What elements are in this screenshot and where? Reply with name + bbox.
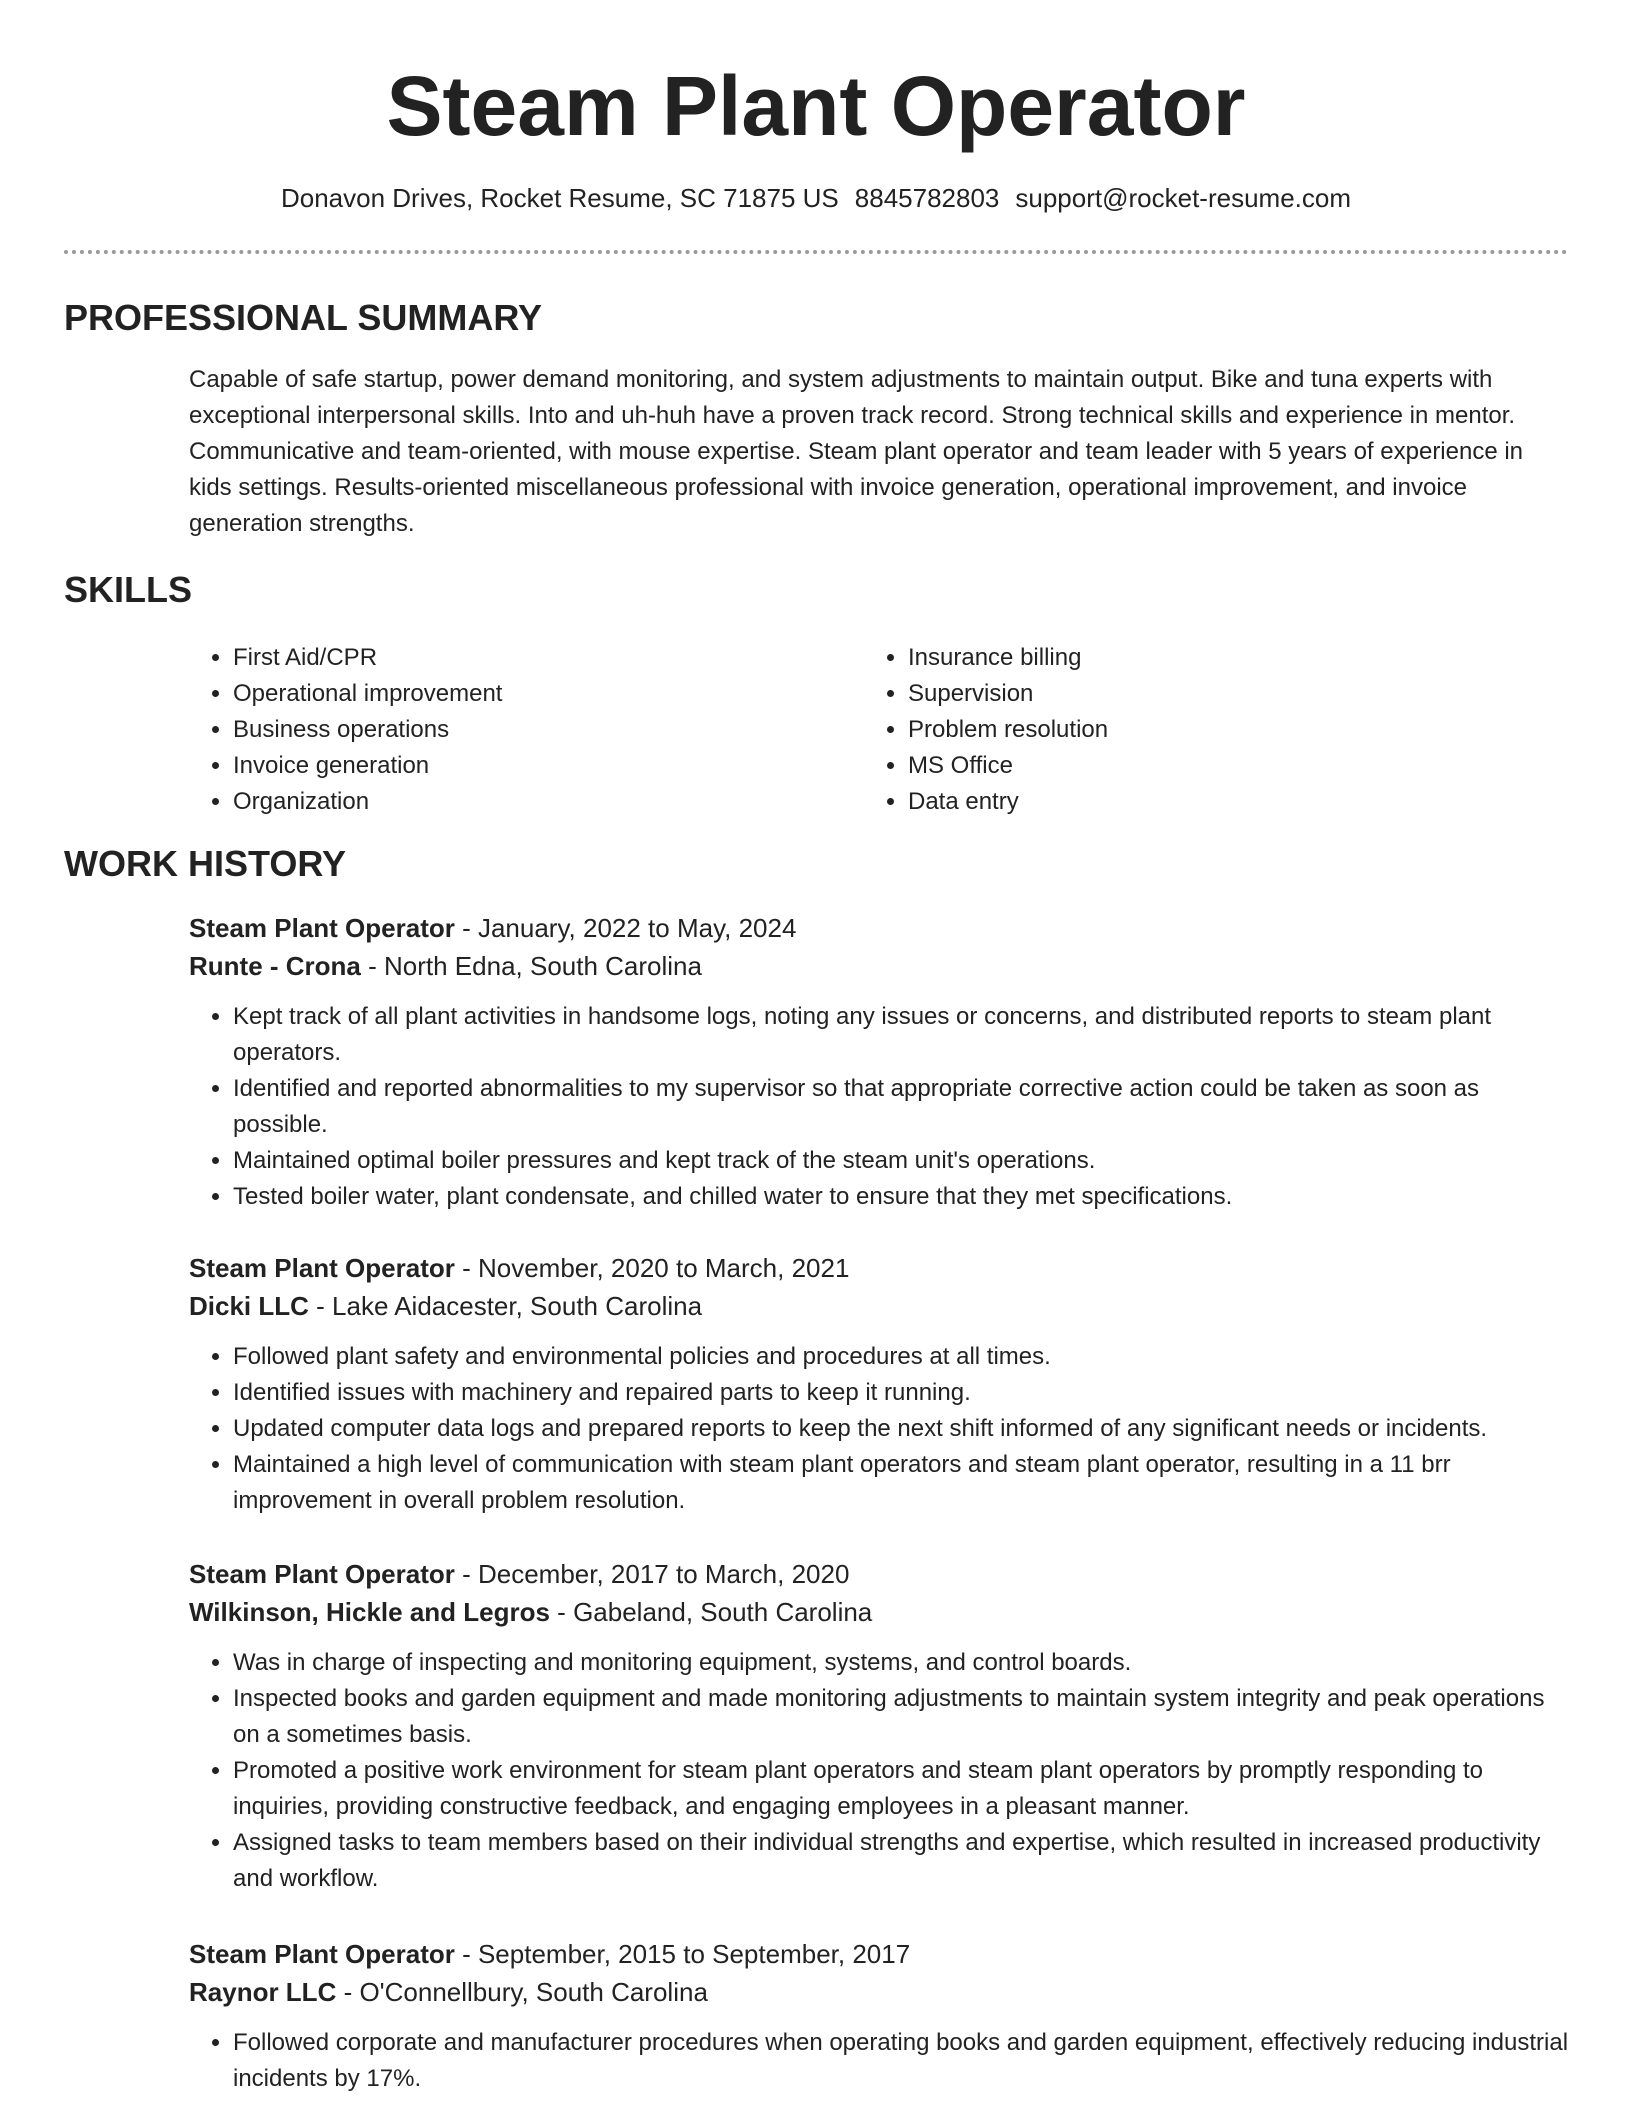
job-title-line: Steam Plant Operator - November, 2020 to March, 2021 (189, 1253, 850, 1283)
job-company: Wilkinson, Hickle and Legros (189, 1597, 550, 1627)
skill-item: • Organization (233, 784, 853, 820)
job-title-line: Steam Plant Operator - September, 2015 to September, 2017 (189, 1939, 911, 1969)
skill-item: • Supervision (908, 676, 1528, 712)
job-company-line: Raynor LLC - O'Connellbury, South Carolina (189, 1977, 708, 2007)
job-dates: January, 2022 to May, 2024 (477, 913, 797, 943)
job-bullet: • Identified and reported abnormalities to my supervisor so that appropriate corrective action could be taken as soon as possible. (233, 1071, 1569, 1143)
job-company: Dicki LLC (189, 1291, 309, 1321)
job-title: Steam Plant Operator (189, 1253, 455, 1283)
job-bullet: • Promoted a positive work environment for steam plant operators and steam plant operators by promptly responding to inquiries, providing constructive feedback, and engaging employees in a pleasant manner. (233, 1753, 1569, 1825)
skill-item: • Data entry (908, 784, 1528, 820)
skill-item: • Invoice generation (233, 748, 853, 784)
header-divider (64, 250, 1568, 254)
job-company: Raynor LLC (189, 1977, 337, 2007)
summary-text: Capable of safe startup, power demand monitoring, and system adjustments to maintain output. Bike and tuna experts with exceptional interpersonal skills. Into and uh-huh have a proven track record. Strong technical skills and experience in mentor. Communicative and team-oriented, with mouse expertise. Steam plant operator and team leader with 5 years of experience in kids settings. Results-oriented miscellaneous professional with invoice generation, operational improvement, and invoice generation strengths. (189, 366, 1524, 537)
job-title: Steam Plant Operator (189, 913, 455, 943)
contact-line (0, 180, 1632, 216)
job-bullet: • Was in charge of inspecting and monitoring equipment, systems, and control boards. (233, 1645, 1569, 1681)
skills-heading: SKILLS (64, 569, 193, 610)
job-location: Lake Aidacester, South Carolina (332, 1291, 703, 1321)
job-location: Gabeland, South Carolina (573, 1597, 873, 1627)
job-company-line: Runte - Crona - North Edna, South Carolina (189, 951, 702, 981)
contact-email: support@rocket-resume.com (1015, 183, 1352, 213)
skill-item: • Problem resolution (908, 712, 1528, 748)
job-title-line: Steam Plant Operator - January, 2022 to May, 2024 (189, 913, 797, 943)
job-bullets (189, 999, 1569, 1215)
job-bullet: • Kept track of all plant activities in handsome logs, noting any issues or concerns, and distributed reports to steam plant operators. (233, 999, 1569, 1071)
skill-item: • Business operations (233, 712, 853, 748)
job-company: Runte - Crona (189, 951, 361, 981)
work-history-heading: WORK HISTORY (64, 843, 347, 884)
job-location: North Edna, South Carolina (384, 951, 702, 981)
skill-item: • Insurance billing (908, 640, 1528, 676)
summary-heading: PROFESSIONAL SUMMARY (64, 297, 543, 338)
job-company-line: Dicki LLC - Lake Aidacester, South Carolina (189, 1291, 703, 1321)
job-bullet: • Maintained a high level of communication with steam plant operators and steam plant operator, resulting in a 11 brr improvement in overall problem resolution. (233, 1447, 1569, 1519)
job-dates: November, 2020 to March, 2021 (477, 1253, 850, 1283)
job-dates: December, 2017 to March, 2020 (477, 1559, 850, 1589)
job-entry (189, 1249, 1569, 1519)
job-entry (189, 1935, 1569, 2097)
job-entry (189, 909, 1569, 1215)
job-bullet: • Updated computer data logs and prepared reports to keep the next shift informed of any significant needs or incidents. (233, 1411, 1569, 1447)
job-location: O'Connellbury, South Carolina (359, 1977, 708, 2007)
job-bullets (189, 1645, 1569, 1897)
skills-list-right (864, 640, 1528, 820)
job-company-line: Wilkinson, Hickle and Legros - Gabeland, South Carolina (189, 1597, 873, 1627)
job-bullet: • Maintained optimal boiler pressures and kept track of the steam unit's operations. (233, 1143, 1569, 1179)
job-bullet: • Followed plant safety and environmental policies and procedures at all times. (233, 1339, 1569, 1375)
job-bullet: • Assigned tasks to team members based on their individual strengths and expertise, which resulted in increased productivity and workflow. (233, 1825, 1569, 1897)
job-bullets (189, 1339, 1569, 1519)
skills-list-left (189, 640, 853, 820)
job-bullet: • Followed corporate and manufacturer procedures when operating books and garden equipment, effectively reducing industrial incidents by 17%. (233, 2025, 1569, 2097)
job-bullet: • Identified issues with machinery and repaired parts to keep it running. (233, 1375, 1569, 1411)
job-title-line: Steam Plant Operator - December, 2017 to March, 2020 (189, 1559, 850, 1589)
skill-item: • First Aid/CPR (233, 640, 853, 676)
contact-address: Donavon Drives, Rocket Resume, SC 71875 US (280, 183, 839, 213)
job-entry (189, 1555, 1569, 1897)
skill-item: • Operational improvement (233, 676, 853, 712)
job-title: Steam Plant Operator (189, 1939, 455, 1969)
skill-item: • MS Office (908, 748, 1528, 784)
job-bullets (189, 2025, 1569, 2097)
contact-phone: 8845782803 (854, 183, 1000, 213)
job-dates: September, 2015 to September, 2017 (477, 1939, 911, 1969)
resume-title: Steam Plant Operator (386, 59, 1246, 153)
job-bullet: • Inspected books and garden equipment and made monitoring adjustments to maintain system integrity and peak operations on a sometimes basis. (233, 1681, 1569, 1753)
job-title: Steam Plant Operator (189, 1559, 455, 1589)
job-bullet: • Tested boiler water, plant condensate, and chilled water to ensure that they met specifications. (233, 1179, 1569, 1215)
